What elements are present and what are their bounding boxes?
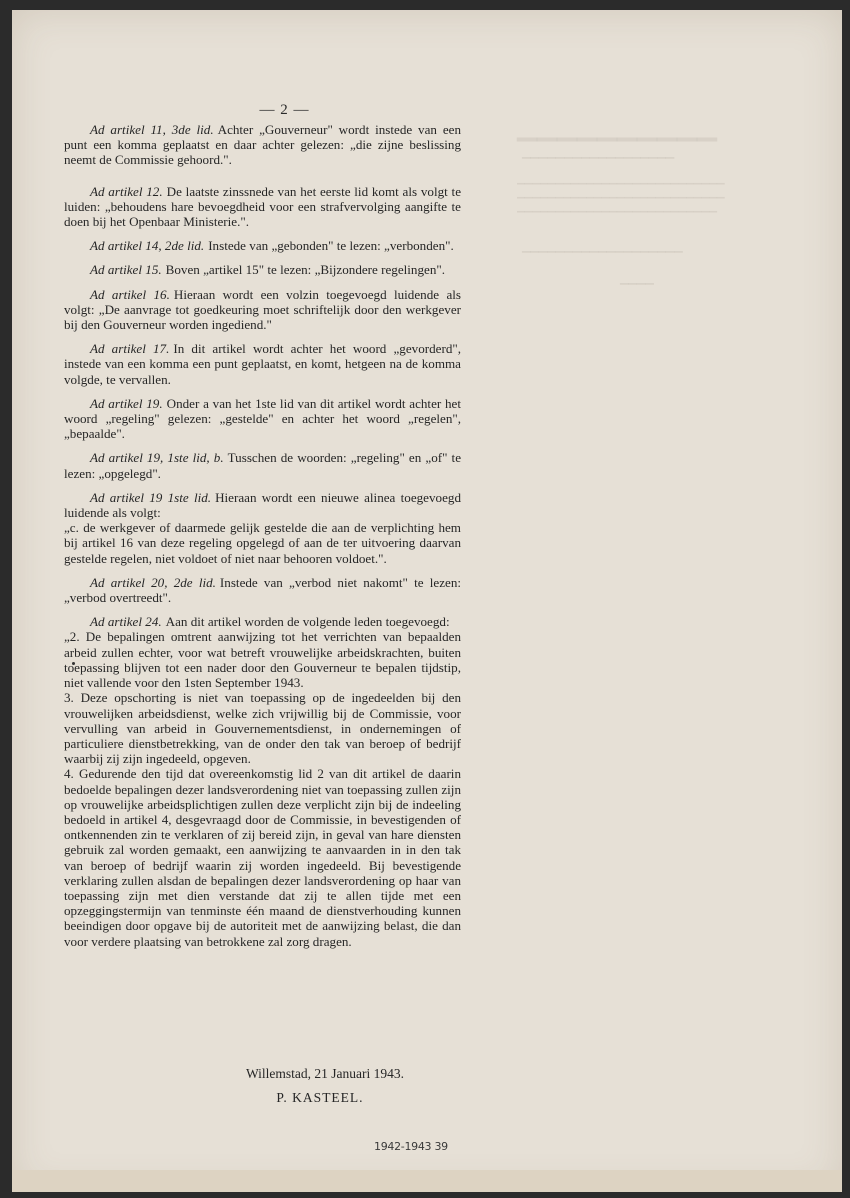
bleed-through-line: ▁▁▁▁	[620, 273, 654, 285]
paper-edge	[12, 1170, 842, 1192]
bleed-through-title: ▁▁▁▁▁▁▁▁▁▁	[517, 112, 717, 141]
amendment-paragraph: Ad artikel 12. De laatste zinssnede van het eerste lid komt als volgt te luiden: „behoudens hare bevoegdheid voor een strafvervolging aangifte te doen bij het Openbaar Ministerie.".	[64, 183, 462, 230]
amendment-paragraph: Ad artikel 14, 2de lid. Instede van „gebonden" te lezen: „verbonden".	[90, 238, 454, 254]
added-member-2: „2. De bepalingen omtrent aanwijzing tot het verrichten van bepaalden arbeid zullen echter, voor wat betreft vrouwelijke arbeidskrachten, buiten toepassing blijven tot een nader door den Gouverneur te bepalen tijdstip, niet vallende voor den 1sten September 1943.	[64, 629, 461, 691]
added-member-3: 3. Deze opschorting is niet van toepassing op de ingedeelden bij den vrouwelijken arbeidsdienst, welke zich vrijwillig bij de Commissie, voor vervulling van arbeid in Gouvernementsdienst, in ondernemingen of particuliere dienstbetrekking, van de onder den tak van beroep of bedrijf waarbij zij zijn ingedeeld, opgeven.	[64, 690, 461, 767]
page-number: — 2 —	[259, 102, 310, 118]
amendment-paragraph: Ad artikel 16. Hieraan wordt een volzin toegevoegd luidende als volgt: „De aanvrage tot goedkeuring moet schriftelijk door den werkgever bij den Gouverneur worden ingediend."	[64, 286, 462, 333]
place-date: Willemstad, 21 Januari 1943.	[245, 1066, 405, 1081]
amendment-paragraph: Ad artikel 20, 2de lid. Instede van „verbod niet nakomt" te lezen: „verbod overtreedt".	[64, 574, 461, 606]
bleed-through-line: ▁▁▁▁▁▁▁▁▁▁▁▁▁▁▁▁▁▁▁▁▁▁▁▁▁▁	[517, 202, 717, 213]
archive-number: 1942-1943 39	[374, 1140, 448, 1153]
bleed-through-line: ▁▁▁▁▁▁▁▁▁▁▁▁▁▁▁▁▁▁	[522, 147, 675, 159]
quoted-clause: „c. de werkgever of daarmede gelijk gestelde die aan de verplichting hem bij artikel 16 van deze regeling opgelegd of aan de ter uitvoering daarvan gestelde regelen, niet voldoet of niet naar behooren voldoet.".	[64, 520, 461, 566]
amendment-article-24: Ad artikel 24. Aan dit artikel worden de volgende leden toegevoegd: „2. De bepalingen omtrent aanwijzing tot het verrichten van bepaalden arbeid zullen echter, voor wat betreft vrouwelijke arbeidskrachten, buiten toepassing blijven tot een nader door den Gouverneur te bepalen tijdstip, niet vallende voor den 1sten September 1943. 3. Deze opschorting is niet van toepassing op de ingedeelden bij den vrouwelijken arbeidsdienst, welke zich vrijwillig bij de Commissie, voor vervulling van arbeid in Gouvernementsdienst, in ondernemingen of particuliere dienstbetrekking, van de onder den tak van beroep of bedrijf waarbij zij zijn ingedeeld, opgeven. 4. Gedurende den tijd dat overeenkomstig lid 2 van dit artikel de daarin bedoelde bepalingen dezer landsverordening niet van toepassing zullen zijn op vrouwelijke arbeidsplichtigen zullen deze verplicht zijn bij de indeeling bedoeld in artikel 4, desgevraagd door de Commissie, in bevestigenden of ontkennenden zin te verklaren of zij bereid zijn, in geval van hare diensten gebruik zal worden gemaakt, een aanwijzing te aanvaarden in in den tak van beroep of bedrijf waarin zij worden ingedeeld. Bij bevestigende verklaring zullen alsdan de bepalingen dezer landsverordening op haar van toepassing zijn met dien verstande dat zij te allen tijde met een opzeggingstermijn van tenminste één maand de dienstverhouding kunnen beeindigen door opgave bij de autoriteit met de aanwijzing belast, die dan voor verdere plaatsing van betrokkene zal zorg dragen.	[64, 614, 461, 949]
bleed-through-line: ▁▁▁▁▁▁▁▁▁▁▁▁▁▁▁▁▁▁▁▁▁▁▁▁▁▁▁	[517, 188, 725, 199]
amendment-paragraph: Ad artikel 17. In dit artikel wordt achter het woord „gevorderd", instede van een komma een punt geplaatst, en komt, hetgeen na de komma volgde, te vervallen.	[64, 341, 462, 387]
amendment-paragraph: Ad artikel 19. Onder a van het 1ste lid van dit artikel wordt achter het woord „regeling" gelezen: „gestelde" en achter het woord „regelen", „bepaalde".	[64, 395, 461, 442]
bleed-through-line: ▁▁▁▁▁▁▁▁▁▁▁▁▁▁▁▁▁▁▁▁▁▁▁▁▁▁▁	[517, 174, 725, 185]
added-member-4: 4. Gedurende den tijd dat overeenkomstig lid 2 van dit artikel de daarin bedoelde bepalingen dezer landsverordening niet van toepassing zullen zijn op vrouwelijke arbeidsplichtigen zullen deze verplicht zijn bij de indeeling bedoeld in artikel 4, desgevraagd door de Commissie, in bevestigenden of ontkennenden zin te verklaren of zij bereid zijn, in geval van hare diensten gebruik zal worden gemaakt, een aanwijzing te aanvaarden in in den tak van beroep of bedrijf waarin zij worden ingedeeld. Bij bevestigende verklaring zullen alsdan de bepalingen dezer landsverordening op haar van toepassing zijn met dien verstande dat zij te allen tijde met een opzeggingstermijn van tenminste één maand de dienstverhouding kunnen beeindigen door opgave bij de autoriteit met de aanwijzing belast, die dan voor verdere plaatsing van betrokkene zal zorg dragen.	[64, 766, 461, 949]
amendment-article-19-1ste: Ad artikel 19 1ste lid. Hieraan wordt een nieuwe alinea toegevoegd luidende als volgt: „c. de werkgever of daarmede gelijk gestelde die aan de verplichting hem bij artikel 16 van deze regeling opgelegd of aan de ter uitvoering daarvan gestelde regelen, niet voldoet of niet naar behooren voldoet.".	[64, 489, 461, 566]
amendment-paragraph: Ad artikel 15. Boven „artikel 15" te lezen: „Bijzondere regelingen".	[90, 262, 446, 278]
bleed-through-line: ▁▁▁▁▁▁▁▁▁▁▁▁▁▁▁▁▁▁▁	[522, 241, 683, 253]
document-body	[64, 122, 461, 958]
amendment-paragraph: Ad artikel 11, 3de lid. Achter „Gouverneur" wordt instede van een punt een komma geplaatst en daar achter gelezen: „die zijne beslissing neemt de Commissie gehoord.".	[64, 122, 461, 168]
amendment-paragraph: Ad artikel 19, 1ste lid, b. Tusschen de woorden: „regeling" en „of" te lezen: „opgelegd".	[64, 450, 462, 481]
signatory: P. KASTEEL.	[276, 1090, 364, 1105]
